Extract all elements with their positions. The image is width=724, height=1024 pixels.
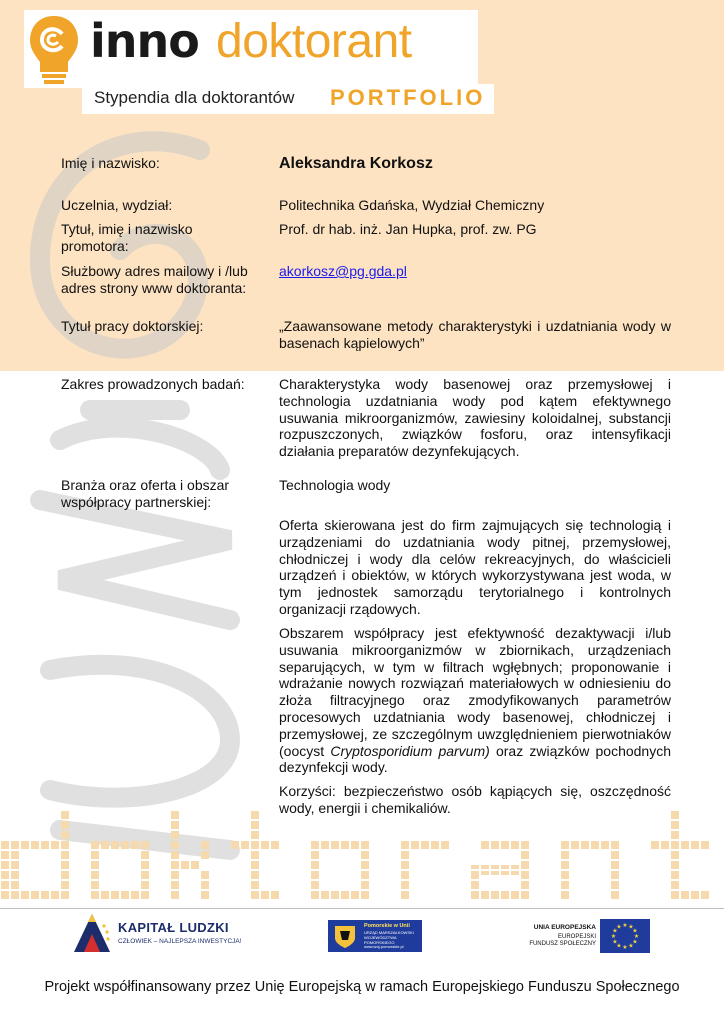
svg-text:★: ★	[622, 944, 628, 951]
university-value: Politechnika Gdańska, Wydział Chemiczny	[279, 197, 545, 213]
pomorskie-url: www.woj-pomorskie.pl	[364, 944, 404, 949]
email-link[interactable]: akorkosz@pg.gda.pl	[279, 263, 407, 279]
svg-text:★: ★	[612, 927, 618, 935]
branch-label: Branża oraz oferta i obszar współpracy partnerskiej:	[61, 477, 230, 510]
research-value: Charakterystyka wody basenowej oraz przemysłowej i technologia uzdatniania wody pod kątem efektywnego usuwania mikroorganizmów, zawiesiny koloidalnej, substancji rozpuszczonych, związków fosforu, oraz intensyfikacji działania preparatów dezynfekujących.	[279, 376, 671, 460]
research-label: Zakres prowadzonych badań:	[61, 376, 245, 392]
svg-text:★: ★	[632, 938, 638, 946]
project-funding-note: Projekt współfinansowany przez Unię Europejską w ramach Europejskiego Funduszu Społecznego	[44, 979, 680, 995]
promotor-label: Tytuł, imię i nazwisko promotora:	[61, 221, 193, 254]
branch-value: Technologia wody	[279, 477, 391, 493]
griffin-crest-icon	[331, 922, 359, 950]
kapital-ludzki-subtitle: CZŁOWIEK – NAJLEPSZA INWESTYCJA!	[118, 938, 242, 945]
header-subtitle: Stypendia dla doktorantów	[94, 88, 295, 107]
portfolio-heading: PORTFOLIO	[330, 85, 486, 110]
name-label: Imię i nazwisko:	[61, 155, 160, 171]
ue-line2: EUROPEJSKI	[557, 934, 596, 940]
svg-text:★: ★	[616, 923, 622, 931]
svg-text:★: ★	[610, 933, 617, 940]
pomorskie-office: URZĄD MARSZAŁKOWSKI WOJEWÓDZTWA POMORSKIEGO	[364, 930, 414, 945]
benefits-paragraph: Korzyści: bezpieczeństwo osób kąpiących się, oszczędność wody, energii i chemikaliów.	[279, 783, 671, 816]
svg-text:★: ★	[622, 922, 628, 929]
svg-text:★: ★	[628, 923, 634, 931]
ue-title: UNIA EUROPEJSKA	[533, 924, 596, 931]
svg-text:★: ★	[612, 938, 618, 946]
cooperation-text-start: Obszarem współpracy jest efektywność dezaktywacji i/lub usuwania mikroorganizmów w zbiornikach, urządzeniach separujących, w tym w filtrach wgłębnych; proponowanie i wdrażanie nowych rozwiązań materiałowych w odniesieniu do złoża filtracyjnego oraz zmodyfikowanych parametrów procesowych uzdatniania wody basenowej, chłodniczej i przemysłowej, ze szczególnym uwzględnieniem pierwotniaków (oocyst	[279, 625, 671, 759]
pomorskie-title: Pomorskie w Unii	[364, 923, 410, 929]
cooperation-paragraph	[279, 625, 671, 776]
lightbulb-logo-icon	[26, 12, 82, 86]
logo-inno-text: inno	[90, 14, 199, 68]
svg-text:★: ★	[633, 933, 640, 940]
ue-line3: FUNDUSZ SPOŁECZNY	[529, 941, 596, 947]
logo-doktorant-text: doktorant	[216, 15, 412, 68]
cooperation-text-end: oraz związków pochodnych dezynfekcji wody.	[279, 742, 672, 776]
email-label: Służbowy adres mailowy i /lub adres strony www doktoranta:	[61, 263, 248, 296]
svg-text:★: ★	[628, 942, 634, 950]
footer-divider	[0, 908, 724, 909]
eu-flag-icon	[600, 919, 650, 953]
thesis-label: Tytuł pracy doktorskiej:	[61, 318, 204, 334]
kapital-ludzki-title: KAPITAŁ LUDZKI	[118, 920, 229, 935]
svg-text:★: ★	[632, 927, 638, 935]
promotor-value: Prof. dr hab. inż. Jan Hupka, prof. zw. PG	[279, 221, 537, 237]
cooperation-species: Cryptosporidium parvum)	[330, 742, 490, 759]
offer-paragraph: Oferta skierowana jest do firm zajmujących się technologią i urządzeniami do uzdatniania wody pitnej, przemysłowej, chłodniczej i wody dla celów rekreacyjnych, do właścicieli urządzeń i obiektów, w których wykorzystywana jest woda, w tym jednostek samorządu terytorialnego i kontrolnych organizacji rządowych.	[279, 517, 671, 617]
name-value: Aleksandra Korkosz	[279, 155, 433, 172]
svg-text:★: ★	[616, 942, 622, 950]
thesis-value: „Zaawansowane metody charakterystyki i uzdatniania wody w basenach kąpielowych”	[279, 318, 671, 351]
university-label: Uczelnia, wydział:	[61, 197, 173, 213]
